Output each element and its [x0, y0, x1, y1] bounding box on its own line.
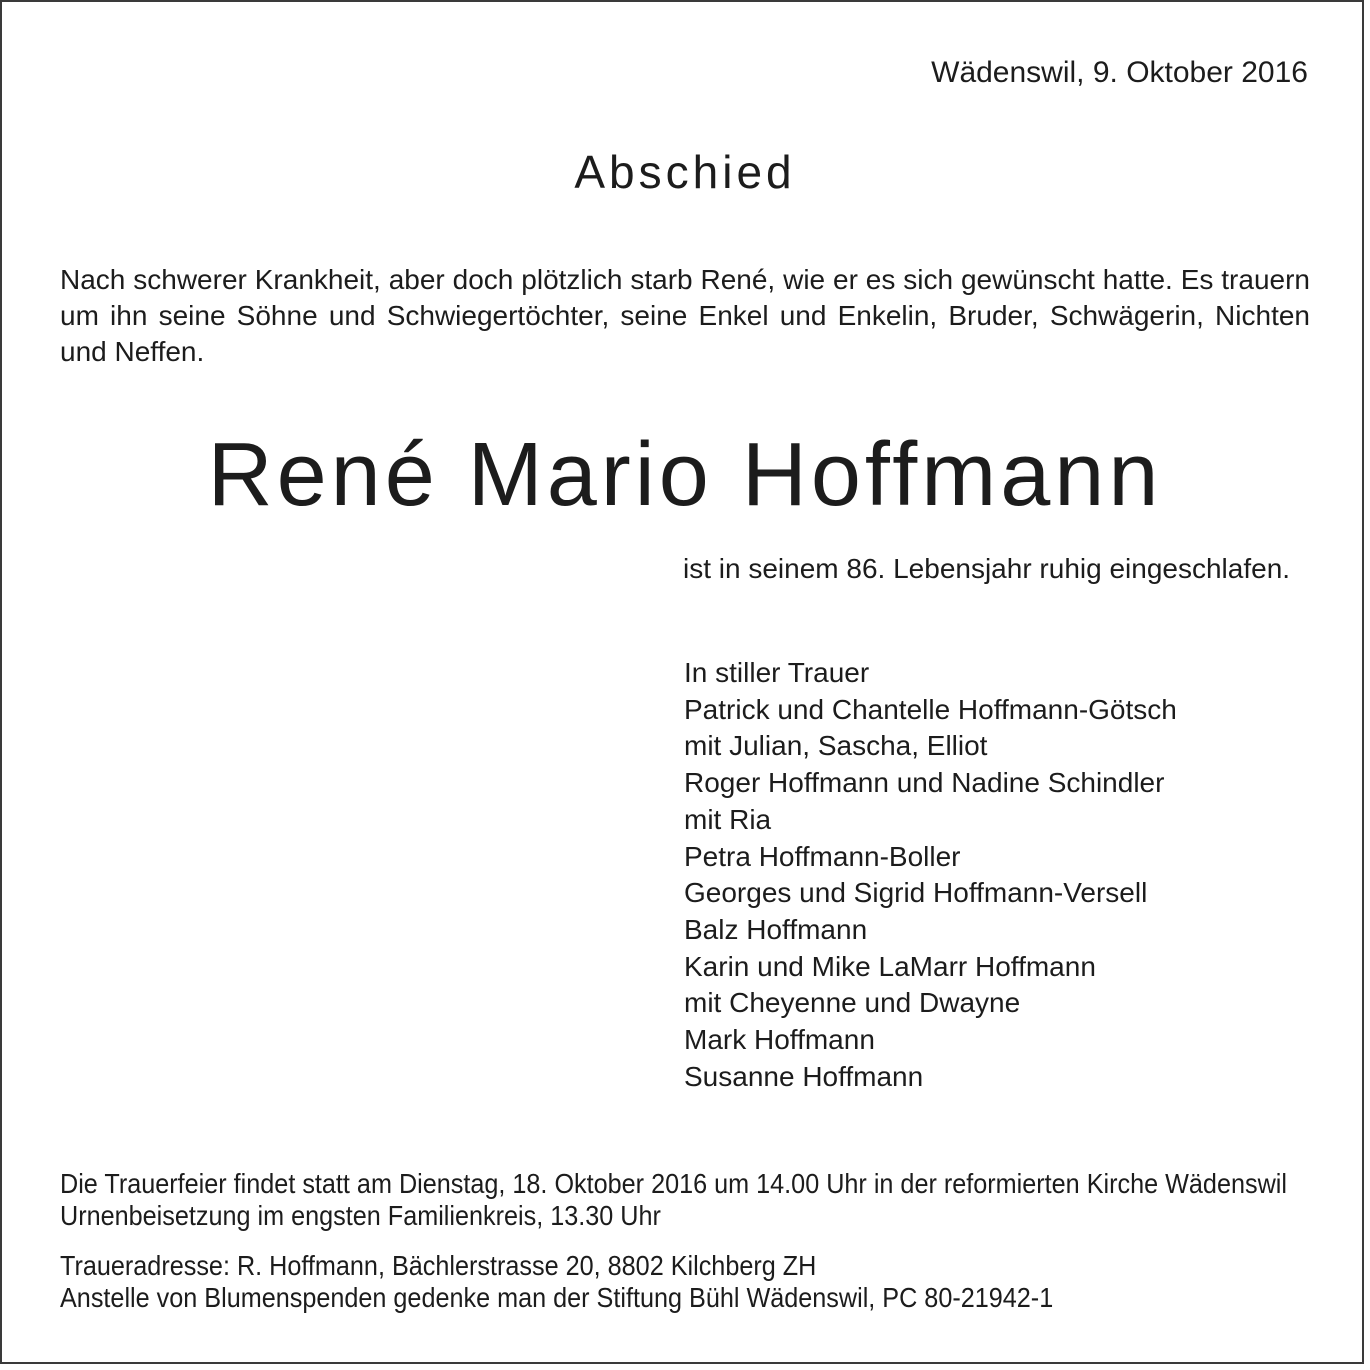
deceased-name: René Mario Hoffmann [207, 425, 1163, 525]
service-line: Die Trauerfeier findet statt am Dienstag, 18. Oktober 2016 um 14.00 Uhr in der reformierten Kirche Wädenswil [60, 1168, 1287, 1199]
notice-title: Abschied [574, 146, 796, 198]
mourner-line: Roger Hoffmann und Nadine Schindler [684, 767, 1165, 799]
mourner-line: Mark Hoffmann [684, 1024, 875, 1056]
service-line: Urnenbeisetzung im engsten Familienkreis, 13.30 Uhr [60, 1200, 661, 1231]
mourner-line: mit Cheyenne und Dwayne [684, 987, 1021, 1019]
place-and-date: Wädenswil, 9. Oktober 2016 [931, 56, 1308, 89]
intro-paragraph: Nach schwerer Krankheit, aber doch plötzlich starb René, wie er es sich gewünscht hatte. Es trauern um ihn seine Söhne und Schwiegertöchter, seine Enkel und Enkelin, Bruder, Schwägerin, Nichten und Neffen. [60, 264, 1310, 367]
funeral-service-info [60, 1168, 1287, 1232]
mourner-line: Petra Hoffmann-Boller [684, 840, 961, 872]
mourner-line: Karin und Mike LaMarr Hoffmann [684, 950, 1096, 982]
address-line: Anstelle von Blumenspenden gedenke man der Stiftung Bühl Wädenswil, PC 80-21942-1 [60, 1282, 1054, 1313]
mourner-line: Patrick und Chantelle Hoffmann-Götsch [684, 693, 1177, 725]
mourner-line: In stiller Trauer [684, 657, 870, 688]
age-subline: ist in seinem 86. Lebensjahr ruhig eingeschlafen. [683, 553, 1291, 584]
mourner-line: Georges und Sigrid Hoffmann-Versell [684, 877, 1148, 909]
mourning-address-info [60, 1250, 1053, 1314]
mourner-line: mit Ria [684, 803, 772, 835]
address-line: Traueradresse: R. Hoffmann, Bächlerstrasse 20, 8802 Kilchberg ZH [60, 1250, 817, 1281]
mourner-line: Susanne Hoffmann [684, 1060, 924, 1092]
mourner-line: mit Julian, Sascha, Elliot [684, 730, 988, 762]
mourner-line: Balz Hoffmann [684, 913, 868, 945]
mourners-list [684, 655, 1177, 1095]
